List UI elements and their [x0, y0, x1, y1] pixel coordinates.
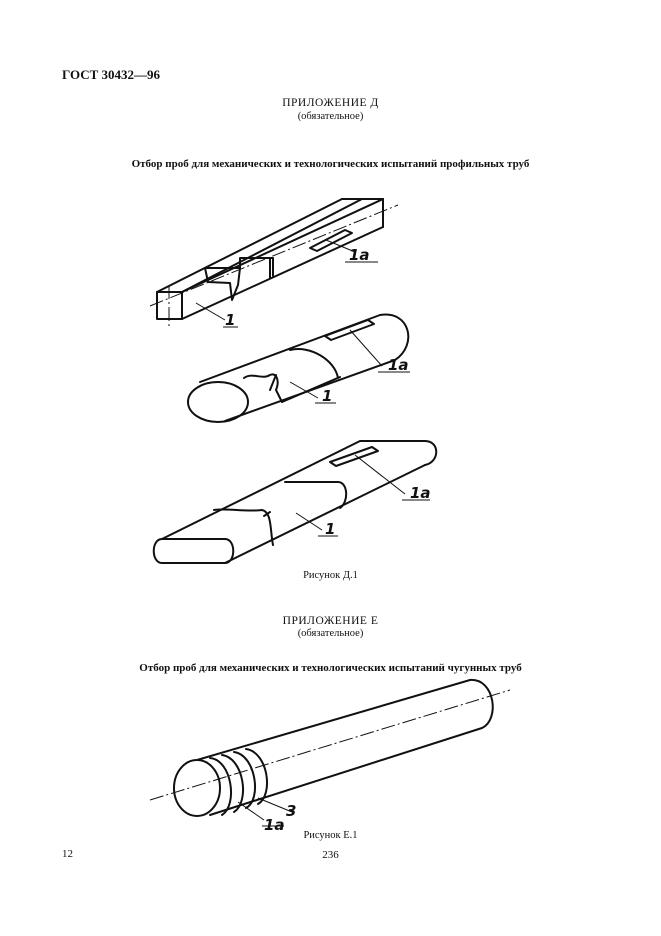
- ring-3-label: 3: [286, 802, 297, 820]
- flat-strip-label: 1а: [410, 484, 431, 502]
- oval-strip-label: 1а: [388, 356, 409, 374]
- appendix-e-heading: Отбор проб для механических и технологических испытаний чугунных труб: [139, 662, 522, 674]
- flat-oval-pipe-drawing: [154, 441, 437, 563]
- figure-e1-caption: Рисунок Е.1: [303, 830, 358, 841]
- appendix-d-title: ПРИЛОЖЕНИЕ Д: [282, 97, 379, 109]
- flat-sample-label: 1: [325, 520, 336, 538]
- ring-sample-label: 1а: [264, 816, 285, 834]
- square-strip-label: 1а: [349, 246, 370, 264]
- appendix-e-subtitle: (обязательное): [297, 628, 364, 639]
- square-pipe-drawing: [150, 199, 398, 329]
- cast-iron-pipe-drawing: [150, 680, 510, 834]
- oval-sample-label: 1: [322, 387, 333, 405]
- appendix-e-title: ПРИЛОЖЕНИЕ Е: [282, 615, 379, 627]
- oval-pipe-drawing: [188, 315, 410, 422]
- figure-d1-caption: Рисунок Д.1: [303, 570, 358, 581]
- appendix-d-subtitle: (обязательное): [297, 111, 364, 122]
- square-sample-label: 1: [225, 311, 236, 329]
- standard-header: ГОСТ 30432—96: [62, 67, 161, 82]
- page-number-left: 12: [62, 848, 73, 860]
- page-number-center: 236: [322, 849, 339, 861]
- appendix-d-heading: Отбор проб для механических и технологических испытаний профильных труб: [131, 158, 530, 170]
